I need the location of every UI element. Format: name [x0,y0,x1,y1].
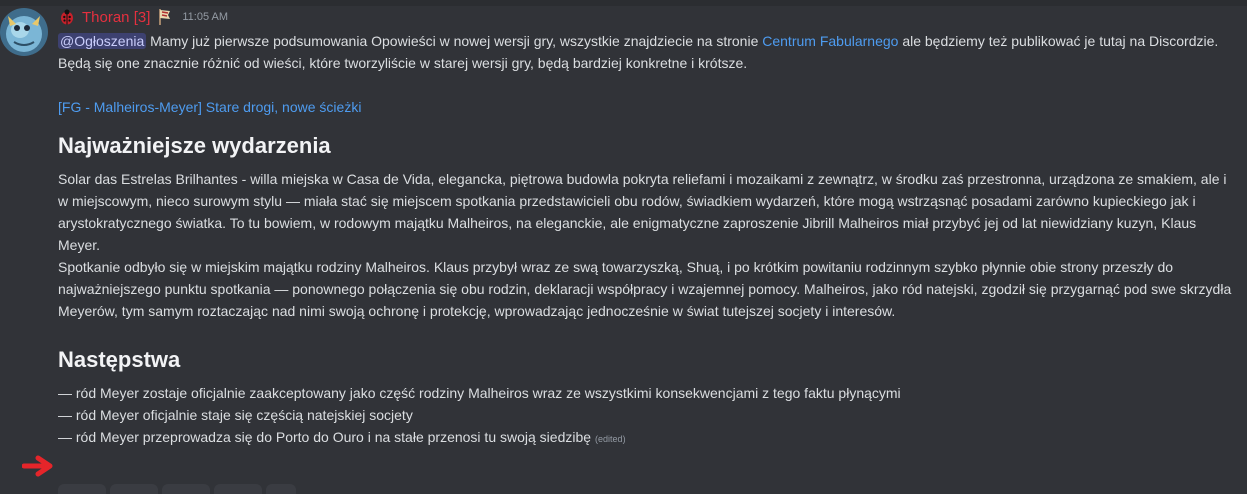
story-link[interactable]: [FG - Malheiros-Meyer] Stare drogi, nowe ścieżki [58,99,362,115]
centrum-fabularnego-link[interactable]: Centrum Fabularnego [762,33,899,49]
consequence-item: — ród Meyer oficjalnie staje się częścią natejskiej socjety [58,407,413,423]
message-header [58,6,1238,28]
spacer [58,74,1238,96]
reaction-button[interactable] [58,484,106,494]
events-paragraph-1: Solar das Estrelas Brilhantes - willa miejska w Casa de Vida, elegancka, piętrowa budowla pokryta reliefami i mozaikami z zewnątrz, w środku zaś przestronna, urządzona ze smakiem, ale i w miejscowym, nieco surowym stylu — miała stać się miejscem spotkania przedstawicieli obu rodów, świadkiem wydarzeń, które mogą wstrząsnąć posadami zarówno kupieckiego jak i arystokratycznego światka. To tu bowiem, w rodowym majątku Malheiros, na eleganckie, ale enigmatyczne zaproszenie Jibrill Malheiros miał przybyć jej od lat niewidziany kuzyn, Klaus Meyer. [58,171,1227,253]
consequence-item-last [58,426,1238,450]
intro-text-b: ale będziemy też publikować je tutaj na Discordzie. Będą się one znacznie różnić od wieści, które tworzyliście w starej wersji gry, będą bardziej konkretne i krótsze. [58,33,1219,71]
reaction-bar [58,484,296,494]
timestamp: 11:05 AM [182,11,229,23]
edited-label: (edited) [595,434,626,444]
reaction-button[interactable] [162,484,210,494]
banner-role-icon [156,8,174,26]
username[interactable]: Thoran [3] [82,8,151,26]
reaction-button[interactable] [110,484,158,494]
events-paragraph-2: Spotkanie odbyło się w miejskim majątku rodziny Malheiros. Klaus przybył wraz ze swą towarzyszką, Shuą, i po krótkim powitaniu rodzinnym szybko płynnie obie strony przeszły do najważniejszego punktu spotkania — ponownego połączenia się obu rodzin, deklaracji współpracy i wzajemnej pomocy. Malheiros, jako ród natejski, zgodził się przygarnąć pod swe skrzydła Meyerów, tym samym roztaczając nad nimi swoją ochronę i protekcję, wprowadzając jednocześnie w świat tutejszej socjety i interesów. [58,259,1232,319]
reaction-button[interactable] [266,484,296,494]
intro-text-a: Mamy już pierwsze podsumowania Opowieści w nowej wersji gry, wszystkie znajdziecie na stronie [146,33,763,49]
ladybug-role-icon [58,8,76,26]
intro-paragraph [58,30,1238,74]
chat-message [0,6,1247,485]
avatar[interactable] [0,8,48,56]
role-mention[interactable]: @Ogłoszenia [60,33,145,49]
consequence-item-text: — ród Meyer przeprowadza się do Porto do Ouro i na stałe przenosi tu swoją siedzibę [58,429,592,445]
reaction-button[interactable] [214,484,262,494]
red-arrow-annotation [22,455,58,477]
consequence-item: — ród Meyer zostaje oficjalnie zaakceptowany jako część rodziny Malheiros wraz ze wszystkimi konsekwencjami z tego faktu płynącymi [58,385,901,401]
section-heading-events: Najważniejsze wydarzenia [58,133,331,158]
message-content [58,6,1238,450]
section-heading-consequences: Następstwa [58,347,181,372]
